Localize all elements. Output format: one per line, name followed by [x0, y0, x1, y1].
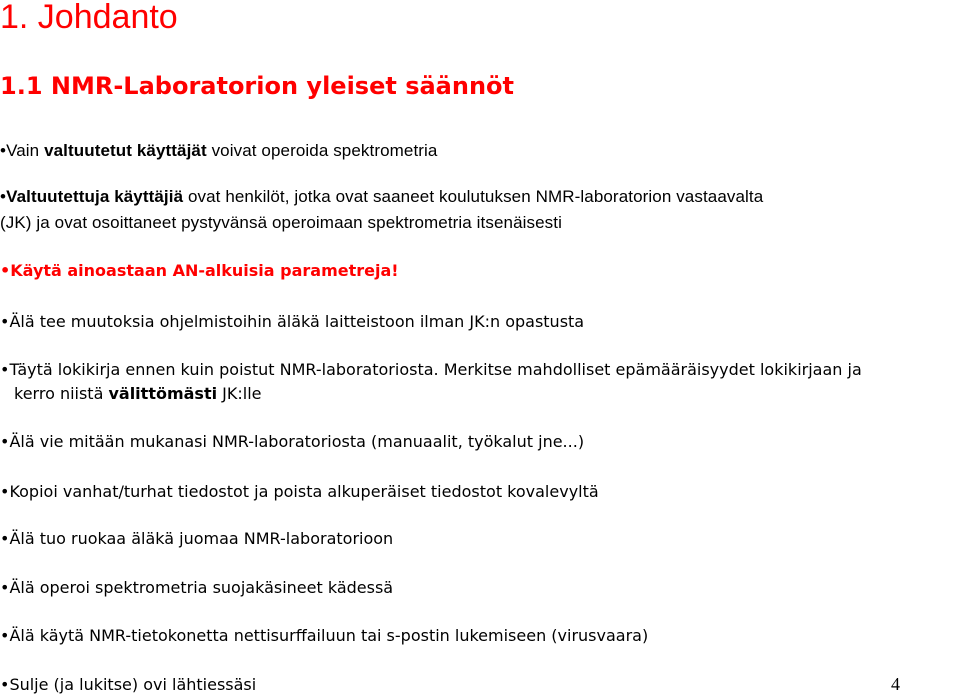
section-subheading: 1.1 NMR-Laboratorion yleiset säännöt — [0, 72, 514, 100]
rule-item: •Vain valtuutetut käyttäjät voivat operoida spektrometria — [0, 141, 438, 160]
page-heading: 1. Johdanto — [0, 0, 178, 36]
rule-item-continuation: kerro niistä välittömästi JK:lle — [14, 384, 262, 403]
bullet: • — [0, 675, 10, 694]
bullet: • — [0, 141, 7, 160]
page-number: 4 — [891, 674, 900, 694]
rule-item: •Älä tuo ruokaa äläkä juomaa NMR-laboratorioon — [0, 529, 394, 548]
bullet: • — [0, 529, 10, 548]
rule-item: •Älä operoi spektrometria suojakäsineet kädessä — [0, 578, 394, 597]
bullet: • — [0, 432, 10, 451]
bullet: • — [0, 261, 11, 280]
rule-item: •Sulje (ja lukitse) ovi lähtiessäsi — [0, 675, 257, 694]
rule-item: •Älä tee muutoksia ohjelmistoihin äläkä laitteistoon ilman JK:n opastusta — [0, 312, 585, 331]
rule-item: •Valtuutettuja käyttäjiä ovat henkilöt, jotka ovat saaneet koulutuksen NMR-laboratorion vastaavalta — [0, 187, 764, 206]
bullet: • — [0, 187, 7, 206]
rule-item: •Älä vie mitään mukanasi NMR-laboratoriosta (manuaalit, työkalut jne...) — [0, 432, 585, 451]
bullet: • — [0, 626, 10, 645]
rule-item-continuation: (JK) ja ovat osoittaneet pystyvänsä operoimaan spektrometria itsenäisesti — [0, 213, 562, 232]
rule-item: •Täytä lokikirja ennen kuin poistut NMR-laboratoriosta. Merkitse mahdolliset epämääräisyydet lokikirjaan ja — [0, 360, 862, 379]
rule-item: •Kopioi vanhat/turhat tiedostot ja poista alkuperäiset tiedostot kovalevyltä — [0, 482, 599, 501]
bullet: • — [0, 312, 10, 331]
bullet: • — [0, 578, 10, 597]
rule-item-warning: •Käytä ainoastaan AN-alkuisia parametreja! — [0, 261, 399, 280]
bullet: • — [0, 360, 10, 379]
bullet: • — [0, 482, 10, 501]
rule-item: •Älä käytä NMR-tietokonetta nettisurffailuun tai s-postin lukemiseen (virusvaara) — [0, 626, 649, 645]
